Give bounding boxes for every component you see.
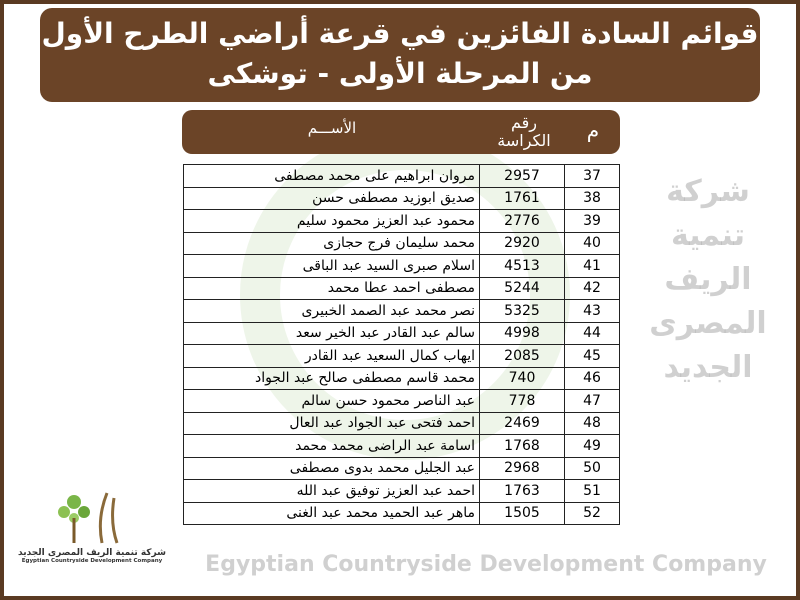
row-m: 50 bbox=[565, 457, 620, 480]
company-logo bbox=[12, 488, 172, 564]
row-number: 1505 bbox=[480, 502, 565, 525]
row-m: 48 bbox=[565, 412, 620, 435]
row-name: محمد قاسم مصطفى صالح عبد الجواد bbox=[184, 367, 480, 390]
table-row bbox=[184, 480, 620, 503]
row-number: 2920 bbox=[480, 232, 565, 255]
row-number: 740 bbox=[480, 367, 565, 390]
row-number: 1763 bbox=[480, 480, 565, 503]
table-row bbox=[184, 232, 620, 255]
watermark-arabic: شركة تنمية الريف المصرى الجديد bbox=[649, 174, 767, 385]
row-name: سالم عبد القادر عبد الخير سعد bbox=[184, 322, 480, 345]
row-m: 42 bbox=[565, 277, 620, 300]
header-m: م bbox=[586, 118, 600, 142]
table-row bbox=[184, 322, 620, 345]
header-name: الأســـم bbox=[307, 119, 357, 137]
table-row bbox=[184, 367, 620, 390]
logo-english: Egyptian Countryside Development Company bbox=[21, 558, 163, 564]
table-row bbox=[184, 187, 620, 210]
row-name: اسلام صبرى السيد عبد الباقى bbox=[184, 255, 480, 278]
header-number: رقم الكراسة bbox=[497, 113, 551, 150]
row-m: 45 bbox=[565, 345, 620, 368]
row-name: مصطفى احمد عطا محمد bbox=[184, 277, 480, 300]
row-m: 49 bbox=[565, 435, 620, 458]
table-header bbox=[182, 110, 620, 154]
table-row bbox=[184, 277, 620, 300]
title-line-1: قوائم السادة الفائزين في قرعة أراضي الطرح الأول bbox=[41, 17, 759, 50]
table-row bbox=[184, 435, 620, 458]
row-number: 2957 bbox=[480, 165, 565, 188]
row-number: 2968 bbox=[480, 457, 565, 480]
row-name: مروان ابراهيم على محمد مصطفى bbox=[184, 165, 480, 188]
row-m: 41 bbox=[565, 255, 620, 278]
row-m: 44 bbox=[565, 322, 620, 345]
row-number: 4513 bbox=[480, 255, 565, 278]
table-row bbox=[184, 390, 620, 413]
row-name: محمد سليمان فرج حجازى bbox=[184, 232, 480, 255]
row-number: 2469 bbox=[480, 412, 565, 435]
row-number: 2776 bbox=[480, 210, 565, 233]
table-row bbox=[184, 255, 620, 278]
row-name: احمد عبد العزيز توفيق عبد الله bbox=[184, 480, 480, 503]
title-banner bbox=[40, 8, 760, 102]
table-row bbox=[184, 165, 620, 188]
row-number: 1768 bbox=[480, 435, 565, 458]
row-m: 51 bbox=[565, 480, 620, 503]
row-name: اسامة عبد الراضى محمد محمد bbox=[184, 435, 480, 458]
row-m: 52 bbox=[565, 502, 620, 525]
winners-table bbox=[183, 164, 620, 525]
row-number: 5325 bbox=[480, 300, 565, 323]
row-name: صديق ابوزيد مصطفى حسن bbox=[184, 187, 480, 210]
table-row bbox=[184, 457, 620, 480]
row-name: عبد الناصر محمود حسن سالم bbox=[184, 390, 480, 413]
row-number: 4998 bbox=[480, 322, 565, 345]
row-number: 5244 bbox=[480, 277, 565, 300]
row-m: 43 bbox=[565, 300, 620, 323]
row-m: 38 bbox=[565, 187, 620, 210]
row-name: عبد الجليل محمد بدوى مصطفى bbox=[184, 457, 480, 480]
row-number: 2085 bbox=[480, 345, 565, 368]
row-number: 778 bbox=[480, 390, 565, 413]
watermark-english: Egyptian Countryside Development Company bbox=[205, 552, 767, 577]
row-name: محمود عبد العزيز محمود سليم bbox=[184, 210, 480, 233]
row-name: نصر محمد عبد الصمد الخبيرى bbox=[184, 300, 480, 323]
table-row bbox=[184, 345, 620, 368]
tree-logo-icon bbox=[52, 488, 132, 548]
row-m: 46 bbox=[565, 367, 620, 390]
row-m: 40 bbox=[565, 232, 620, 255]
row-m: 47 bbox=[565, 390, 620, 413]
row-name: ماهر عبد الحميد محمد عبد الغنى bbox=[184, 502, 480, 525]
row-name: ايهاب كمال السعيد عبد القادر bbox=[184, 345, 480, 368]
title-line-2: من المرحلة الأولى - توشكى bbox=[207, 57, 593, 90]
row-number: 1761 bbox=[480, 187, 565, 210]
logo-arabic: شركة تنمية الريف المصرى الجديد bbox=[18, 548, 166, 558]
row-m: 39 bbox=[565, 210, 620, 233]
row-m: 37 bbox=[565, 165, 620, 188]
table-row bbox=[184, 412, 620, 435]
table-row bbox=[184, 300, 620, 323]
row-name: احمد فتحى عبد الجواد عبد العال bbox=[184, 412, 480, 435]
table-row bbox=[184, 210, 620, 233]
table-row bbox=[184, 502, 620, 525]
